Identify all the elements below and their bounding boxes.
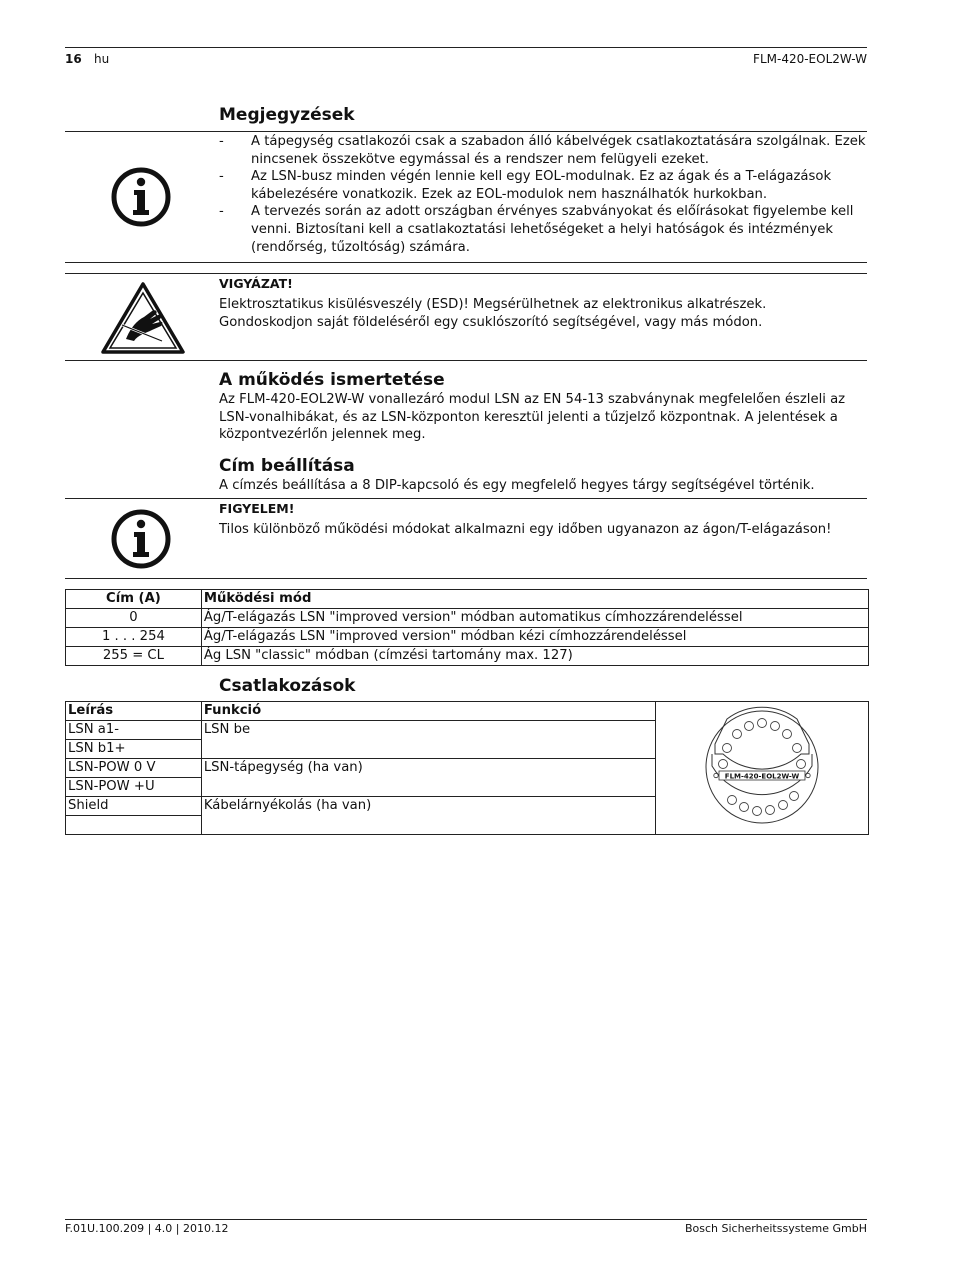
table-header-row: [66, 590, 869, 609]
table-cell: Kábelárnyékolás (ha van): [201, 797, 655, 835]
notes-list: [219, 133, 867, 256]
caution-label: VIGYÁZAT!: [219, 276, 293, 291]
operation-title: A működés ismertetése: [219, 370, 445, 390]
notice-bottom-rule: [65, 578, 867, 579]
column-header: Leírás: [66, 702, 202, 721]
notice-text: Tilos különböző működési módokat alkalmazni egy időben ugyanazon az ágon/T-elágazáson!: [219, 522, 832, 537]
column-header: Cím (A): [66, 590, 202, 609]
table-cell: LSN be: [201, 721, 655, 759]
language-code: hu: [94, 52, 110, 66]
table-cell: Shield: [66, 797, 202, 816]
operation-text: Az FLM-420-EOL2W-W vonallezáró modul LSN az EN 54-13 szabványnak megfelelően észleli az LSN-vonalhibákat, és az LSN-központon keresztül jelenti a tűzjelző központnak. A jelentések a központvezérlőn jelennek meg.: [219, 392, 846, 443]
table-cell: Ág LSN "classic" módban (címzési tartomány max. 127): [201, 647, 868, 666]
list-item: - A tervezés során az adott országban érvényes szabványokat és előírásokat figyelembe kell venni. Biztosítani kell a csatlakoztatási lehetőségeket a helyi hatóságok és intézmények (rendőrség, tűzoltóság) számára.: [219, 204, 854, 255]
connections-table: [65, 701, 869, 835]
notes-bottom-rule: [65, 262, 867, 263]
table-cell: 0: [66, 609, 202, 628]
caution-text: Elektrosztatikus kisülésveszély (ESD)! Megsérülhetnek az elektronikus alkatrészek. Gondoskodjon saját földeléséről egy csuklószorító segítségével, vagy más módon.: [219, 297, 767, 330]
table-header-row: [66, 702, 869, 721]
company-name: Bosch Sicherheitssysteme GmbH: [684, 1222, 867, 1235]
notes-title: Megjegyzések: [219, 105, 355, 125]
column-header: Funkció: [201, 702, 655, 721]
footer-rule: [65, 1219, 867, 1220]
connections-title: Csatlakozások: [219, 676, 356, 696]
table-cell: Ág/T-elágazás LSN "improved version" módban automatikus címhozzárendeléssel: [201, 609, 868, 628]
caution-bottom-rule: [65, 360, 867, 361]
notice-label: FIGYELEM!: [219, 501, 295, 516]
table-cell: LSN-POW +U: [66, 778, 202, 797]
table-cell: 1 . . . 254: [66, 628, 202, 647]
document-id: F.01U.100.209 | 4.0 | 2010.12: [65, 1222, 229, 1235]
table-cell: [66, 816, 202, 835]
page-number: 16: [65, 52, 82, 66]
product-name: FLM-420-EOL2W-W: [753, 52, 867, 66]
address-table: [65, 589, 869, 666]
caution-top-rule: [65, 273, 867, 274]
address-title: Cím beállítása: [219, 456, 355, 476]
header-rule: [65, 47, 867, 48]
terminal-block-diagram: [697, 704, 827, 826]
list-item: - A tápegység csatlakozói csak a szabadon álló kábelvégek csatlakoztatására szolgálnak. Ezek nincsenek összekötve egymással és a rendszer nem felügyeli ezeket.: [219, 134, 866, 167]
list-item: - Az LSN-busz minden végén lennie kell egy EOL-modulnak. Ez az ágak és a T-elágazások kábelezésére vonatkozik. Ezek az EOL-modulok nem használhatók hurkokban.: [219, 169, 832, 202]
info-icon: [110, 508, 172, 570]
column-header: Működési mód: [201, 590, 868, 609]
table-cell: LSN b1+: [66, 740, 202, 759]
table-cell: LSN a1-: [66, 721, 202, 740]
diagram-label: FLM-420-EOL2W-W: [724, 772, 800, 781]
address-text: A címzés beállítása a 8 DIP-kapcsoló és egy megfelelő hegyes tárgy segítségével történik.: [219, 478, 815, 493]
table-cell: LSN-POW 0 V: [66, 759, 202, 778]
table-row: [66, 609, 869, 628]
table-row: [66, 628, 869, 647]
terminal-diagram-cell: [656, 702, 869, 835]
table-row: [66, 647, 869, 666]
table-cell: Ág/T-elágazás LSN "improved version" módban kézi címhozzárendeléssel: [201, 628, 868, 647]
table-cell: 255 = CL: [66, 647, 202, 666]
table-cell: LSN-tápegység (ha van): [201, 759, 655, 797]
notes-top-rule: [65, 131, 867, 132]
esd-warning-icon: [100, 281, 186, 355]
notice-top-rule: [65, 498, 867, 499]
info-icon: [110, 166, 172, 228]
